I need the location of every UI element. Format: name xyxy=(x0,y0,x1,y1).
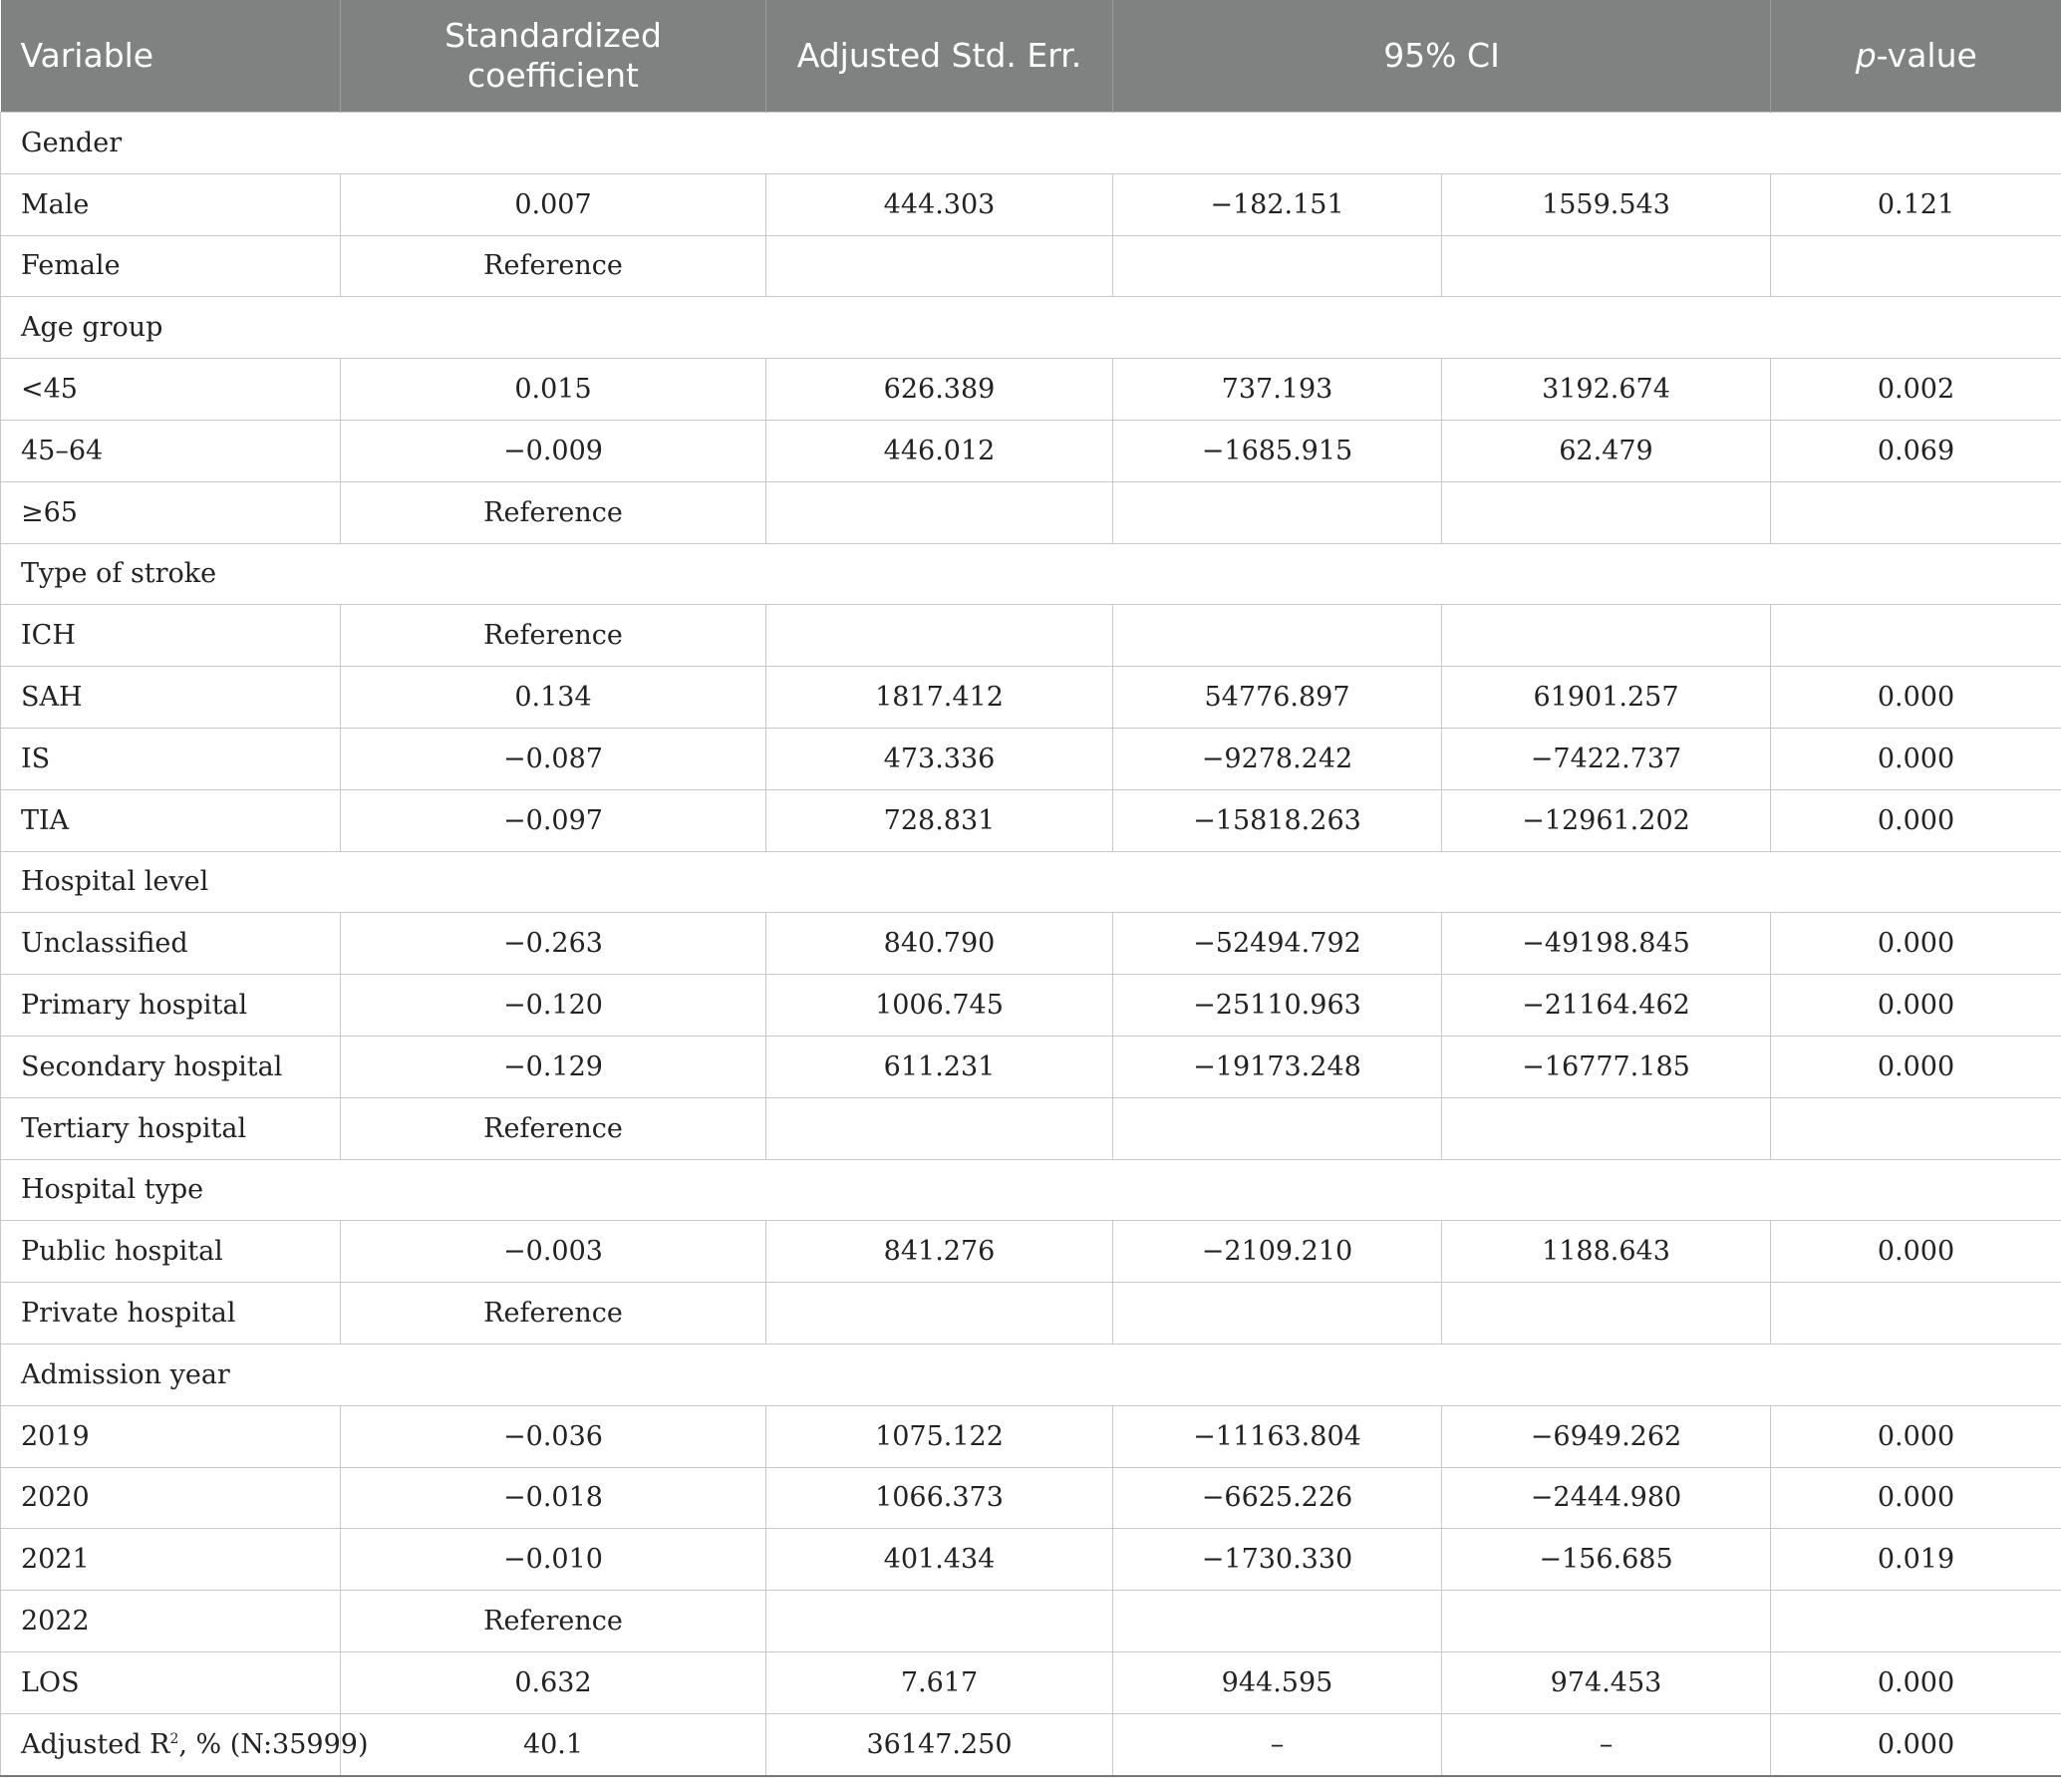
section-row xyxy=(1,1159,2061,1221)
row-label: ICH xyxy=(1,605,341,667)
table-row xyxy=(1,235,2061,297)
ci-low-cell xyxy=(1113,605,1442,667)
coefficient-cell: −0.097 xyxy=(341,789,766,851)
coefficient-cell: Reference xyxy=(341,235,766,297)
std-err-cell: 473.336 xyxy=(766,728,1113,789)
p-value-cell: 0.000 xyxy=(1771,1221,2061,1283)
row-label: 2019 xyxy=(1,1405,341,1467)
header-coefficient: Standardized coefficient xyxy=(341,0,766,113)
std-err-cell: 626.389 xyxy=(766,359,1113,421)
section-row xyxy=(1,1344,2061,1405)
coefficient-cell: −0.263 xyxy=(341,913,766,975)
ci-high-cell: 61901.257 xyxy=(1442,667,1771,729)
section-label: Type of stroke xyxy=(1,543,2061,605)
std-err-cell xyxy=(766,1283,1113,1344)
row-label: LOS xyxy=(1,1651,341,1713)
ci-low-cell xyxy=(1113,1591,1442,1652)
std-err-cell: 1075.122 xyxy=(766,1405,1113,1467)
table-row xyxy=(1,789,2061,851)
ci-low-cell: 737.193 xyxy=(1113,359,1442,421)
ci-high-cell xyxy=(1442,605,1771,667)
row-label: Male xyxy=(1,173,341,235)
coefficient-cell: Reference xyxy=(341,1591,766,1652)
ci-high-cell: −156.685 xyxy=(1442,1529,1771,1591)
ci-high-cell: −6949.262 xyxy=(1442,1405,1771,1467)
ci-low-cell: 54776.897 xyxy=(1113,667,1442,729)
std-err-cell: 1817.412 xyxy=(766,667,1113,729)
row-label: IS xyxy=(1,728,341,789)
row-label: <45 xyxy=(1,359,341,421)
ci-low-cell: −25110.963 xyxy=(1113,975,1442,1037)
ci-low-cell: −11163.804 xyxy=(1113,1405,1442,1467)
ci-high-cell: 1188.643 xyxy=(1442,1221,1771,1283)
ci-low-cell: −52494.792 xyxy=(1113,913,1442,975)
row-label: 2021 xyxy=(1,1529,341,1591)
table-header xyxy=(1,0,2061,113)
ci-low-cell: −19173.248 xyxy=(1113,1036,1442,1097)
ci-high-cell xyxy=(1442,481,1771,543)
table-row xyxy=(1,1221,2061,1283)
section-label: Age group xyxy=(1,297,2061,359)
ci-high-cell: −16777.185 xyxy=(1442,1036,1771,1097)
std-err-cell: 611.231 xyxy=(766,1036,1113,1097)
header-variable: Variable xyxy=(1,0,341,113)
ci-high-cell xyxy=(1442,1283,1771,1344)
p-value-cell xyxy=(1771,605,2061,667)
ci-high-cell: 974.453 xyxy=(1442,1651,1771,1713)
table-body xyxy=(1,113,2061,1776)
ci-high-cell: 3192.674 xyxy=(1442,359,1771,421)
p-value-cell: 0.000 xyxy=(1771,1713,2061,1775)
std-err-cell: 1066.373 xyxy=(766,1467,1113,1529)
ci-low-cell: −6625.226 xyxy=(1113,1467,1442,1529)
ci-high-cell: – xyxy=(1442,1713,1771,1775)
row-label: Public hospital xyxy=(1,1221,341,1283)
p-value-cell: 0.000 xyxy=(1771,913,2061,975)
coefficient-cell: Reference xyxy=(341,1283,766,1344)
table-row xyxy=(1,1097,2061,1159)
ci-high-cell xyxy=(1442,1591,1771,1652)
p-value-cell xyxy=(1771,481,2061,543)
row-label: Primary hospital xyxy=(1,975,341,1037)
coefficient-cell: 0.007 xyxy=(341,173,766,235)
table-row xyxy=(1,728,2061,789)
coefficient-cell: 0.632 xyxy=(341,1651,766,1713)
std-err-cell: 7.617 xyxy=(766,1651,1113,1713)
table-row xyxy=(1,975,2061,1037)
coefficient-cell: Reference xyxy=(341,1097,766,1159)
ci-low-cell: −1730.330 xyxy=(1113,1529,1442,1591)
coefficient-cell: 0.015 xyxy=(341,359,766,421)
row-label: Private hospital xyxy=(1,1283,341,1344)
table-row xyxy=(1,667,2061,729)
coefficient-cell: −0.087 xyxy=(341,728,766,789)
table-row xyxy=(1,1283,2061,1344)
p-value-cell: 0.000 xyxy=(1771,1467,2061,1529)
header-ci: 95% CI xyxy=(1113,0,1771,113)
ci-high-cell: 62.479 xyxy=(1442,420,1771,481)
row-label: Unclassified xyxy=(1,913,341,975)
coefficient-cell: −0.036 xyxy=(341,1405,766,1467)
coefficient-cell: Reference xyxy=(341,605,766,667)
std-err-cell: 840.790 xyxy=(766,913,1113,975)
p-value-cell: 0.019 xyxy=(1771,1529,2061,1591)
ci-low-cell: −9278.242 xyxy=(1113,728,1442,789)
header-std-err: Adjusted Std. Err. xyxy=(766,0,1113,113)
row-label-superscript: 2 xyxy=(169,1730,179,1747)
coefficient-cell: Reference xyxy=(341,481,766,543)
section-row xyxy=(1,851,2061,913)
section-row xyxy=(1,113,2061,174)
p-value-cell xyxy=(1771,235,2061,297)
ci-low-cell xyxy=(1113,1283,1442,1344)
p-value-cell xyxy=(1771,1283,2061,1344)
std-err-cell xyxy=(766,605,1113,667)
row-label: SAH xyxy=(1,667,341,729)
coefficient-cell: −0.129 xyxy=(341,1036,766,1097)
section-row xyxy=(1,297,2061,359)
std-err-cell: 446.012 xyxy=(766,420,1113,481)
table-row xyxy=(1,1529,2061,1591)
std-err-cell: 444.303 xyxy=(766,173,1113,235)
table-row xyxy=(1,1713,2061,1775)
coefficient-cell: −0.018 xyxy=(341,1467,766,1529)
ci-low-cell: −1685.915 xyxy=(1113,420,1442,481)
section-label: Gender xyxy=(1,113,2061,174)
table-row xyxy=(1,1591,2061,1652)
row-label: 2020 xyxy=(1,1467,341,1529)
ci-high-cell: −49198.845 xyxy=(1442,913,1771,975)
ci-high-cell xyxy=(1442,1097,1771,1159)
row-label xyxy=(1,1713,369,1775)
p-value-cell: 0.002 xyxy=(1771,359,2061,421)
std-err-cell xyxy=(766,481,1113,543)
ci-high-cell xyxy=(1442,235,1771,297)
section-row xyxy=(1,543,2061,605)
std-err-cell xyxy=(766,1097,1113,1159)
ci-low-cell xyxy=(1113,1097,1442,1159)
table-row xyxy=(1,1036,2061,1097)
coefficient-cell: 40.1 xyxy=(341,1713,766,1775)
section-label: Hospital level xyxy=(1,851,2061,913)
ci-low-cell: −2109.210 xyxy=(1113,1221,1442,1283)
p-value-cell: 0.000 xyxy=(1771,1651,2061,1713)
ci-low-cell: −15818.263 xyxy=(1113,789,1442,851)
table-row xyxy=(1,359,2061,421)
std-err-cell xyxy=(766,235,1113,297)
row-label: Female xyxy=(1,235,341,297)
ci-low-cell: −182.151 xyxy=(1113,173,1442,235)
row-label: 2022 xyxy=(1,1591,341,1652)
p-value-cell xyxy=(1771,1591,2061,1652)
table-row xyxy=(1,481,2061,543)
ci-low-cell xyxy=(1113,235,1442,297)
p-value-cell: 0.000 xyxy=(1771,1405,2061,1467)
std-err-cell xyxy=(766,1591,1113,1652)
ci-high-cell: −7422.737 xyxy=(1442,728,1771,789)
section-label: Hospital type xyxy=(1,1159,2061,1221)
coefficient-cell: −0.010 xyxy=(341,1529,766,1591)
section-label: Admission year xyxy=(1,1344,2061,1405)
p-value-cell: 0.069 xyxy=(1771,420,2061,481)
coefficient-cell: −0.009 xyxy=(341,420,766,481)
std-err-cell: 1006.745 xyxy=(766,975,1113,1037)
header-p-value xyxy=(1771,0,2061,113)
std-err-cell: 728.831 xyxy=(766,789,1113,851)
table-row xyxy=(1,913,2061,975)
row-label-suffix: , % (N:35999) xyxy=(178,1728,369,1760)
ci-low-cell xyxy=(1113,481,1442,543)
table-row xyxy=(1,605,2061,667)
std-err-cell: 36147.250 xyxy=(766,1713,1113,1775)
p-value-cell: 0.000 xyxy=(1771,789,2061,851)
p-value-cell: 0.000 xyxy=(1771,667,2061,729)
ci-low-cell: – xyxy=(1113,1713,1442,1775)
ci-high-cell: −12961.202 xyxy=(1442,789,1771,851)
row-label-text: Adjusted R xyxy=(21,1728,170,1760)
p-value-cell: 0.000 xyxy=(1771,728,2061,789)
table-row xyxy=(1,173,2061,235)
ci-high-cell: 1559.543 xyxy=(1442,173,1771,235)
row-label: 45–64 xyxy=(1,420,341,481)
row-label: Secondary hospital xyxy=(1,1036,341,1097)
row-label: TIA xyxy=(1,789,341,851)
coefficient-cell: 0.134 xyxy=(341,667,766,729)
coefficient-cell: −0.003 xyxy=(341,1221,766,1283)
table-row xyxy=(1,420,2061,481)
row-label: Tertiary hospital xyxy=(1,1097,341,1159)
header-p-italic: p xyxy=(1855,36,1877,75)
std-err-cell: 841.276 xyxy=(766,1221,1113,1283)
p-value-cell: 0.000 xyxy=(1771,1036,2061,1097)
coefficient-cell: −0.120 xyxy=(341,975,766,1037)
ci-low-cell: 944.595 xyxy=(1113,1651,1442,1713)
header-p-rest: -value xyxy=(1876,36,1977,75)
ci-high-cell: −21164.462 xyxy=(1442,975,1771,1037)
row-label: ≥65 xyxy=(1,481,341,543)
table-row xyxy=(1,1405,2061,1467)
p-value-cell: 0.121 xyxy=(1771,173,2061,235)
p-value-cell: 0.000 xyxy=(1771,975,2061,1037)
table-row xyxy=(1,1651,2061,1713)
p-value-cell xyxy=(1771,1097,2061,1159)
table-row xyxy=(1,1467,2061,1529)
std-err-cell: 401.434 xyxy=(766,1529,1113,1591)
ci-high-cell: −2444.980 xyxy=(1442,1467,1771,1529)
